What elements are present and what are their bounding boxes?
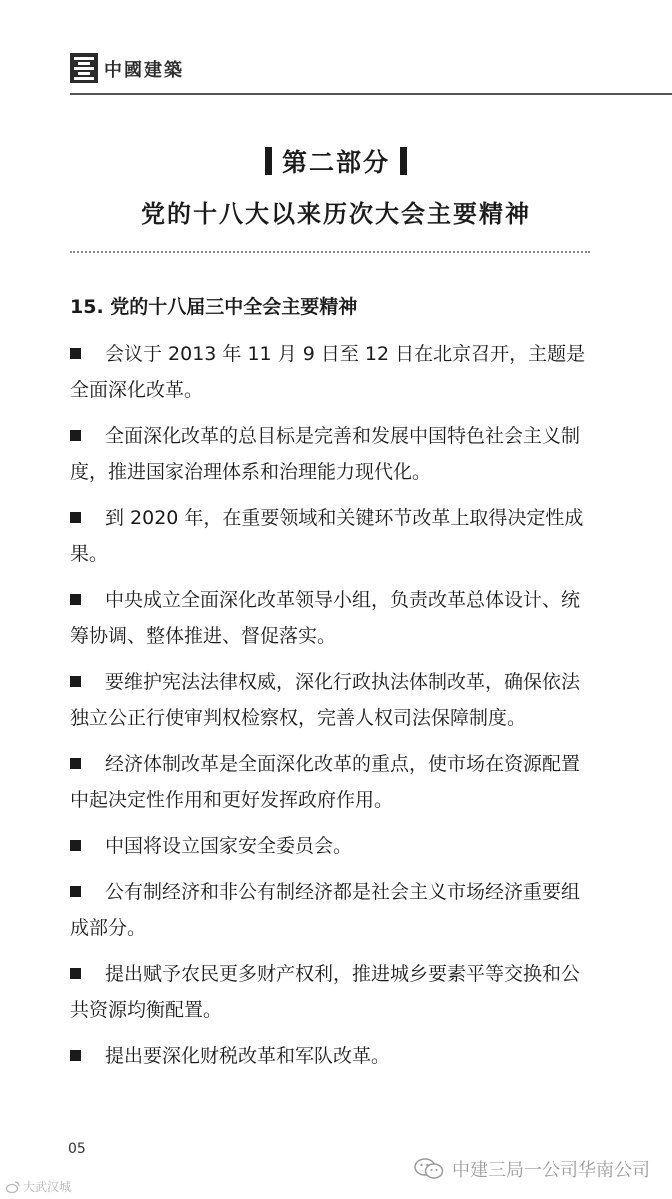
bullet-square-icon [70,840,81,851]
footer-brand[interactable] [414,1156,650,1182]
weibo-icon [6,1181,20,1193]
bullet-square-icon [70,968,81,979]
list-item-text: 提出赋予农民更多财产权利，推进城乡要素平等交换和公共资源均衡配置。 [70,963,581,1021]
watermark-text: 大武汉城 [23,1180,72,1194]
bullet-square-icon [70,512,81,523]
list-item-text: 提出要深化财税改革和军队改革。 [105,1045,391,1067]
footer-brand-text: 中建三局一公司华南公司 [452,1160,650,1181]
bullet-square-icon [70,348,81,359]
list-item [70,956,592,1028]
bullet-square-icon [70,1050,81,1061]
list-item [70,582,592,654]
page-header [0,0,672,100]
section-subtitle: 党的十八大以来历次大会主要精神 [141,200,531,228]
logo-text: 中國建築 [104,60,184,81]
watermark [6,1178,71,1195]
list-item [70,336,592,408]
bullet-list [70,336,592,1084]
list-item-text: 中国将设立国家安全委员会。 [105,835,353,857]
list-item-text: 会议于 2013 年 11 月 9 日至 12 日在北京召开，主题是全面深化改革。 [70,343,586,401]
list-item [70,746,592,818]
cscec-logo-icon [70,53,98,83]
list-item-text: 要维护宪法法律权威，深化行政执法体制改革，确保依法独立公正行使审判权检察权，完善人权司法保障制度。 [70,671,581,729]
bullet-square-icon [70,430,81,441]
list-item [70,1038,592,1074]
bullet-square-icon [70,758,81,769]
section-heading-text: 第二部分 [281,148,390,177]
heading-bar-left [265,147,272,175]
list-item-text: 全面深化改革的总目标是完善和发展中国特色社会主义制度，推进国家治理体系和治理能力现代化。 [70,425,581,483]
page-number: 05 [68,1141,86,1157]
list-item [70,828,592,864]
section-heading [0,143,672,179]
bullet-square-icon [70,886,81,897]
list-item-text: 公有制经济和非公有制经济都是社会主义市场经济重要组成部分。 [70,881,581,939]
dotted-divider [70,251,590,253]
item-heading: 15. 党的十八届三中全会主要精神 [70,296,358,318]
list-item [70,418,592,490]
heading-bar-right [400,147,407,175]
list-item-text: 中央成立全面深化改革领导小组，负责改革总体设计、统筹协调、整体推进、督促落实。 [70,589,581,647]
header-divider [70,93,672,95]
list-item [70,664,592,736]
bullet-square-icon [70,594,81,605]
bullet-square-icon [70,676,81,687]
wechat-icon [414,1158,444,1180]
list-item [70,500,592,572]
list-item-text: 经济体制改革是全面深化改革的重点，使市场在资源配置中起决定性作用和更好发挥政府作用。 [70,753,581,811]
list-item-text: 到 2020 年，在重要领域和关键环节改革上取得决定性成果。 [70,507,584,565]
list-item [70,874,592,946]
